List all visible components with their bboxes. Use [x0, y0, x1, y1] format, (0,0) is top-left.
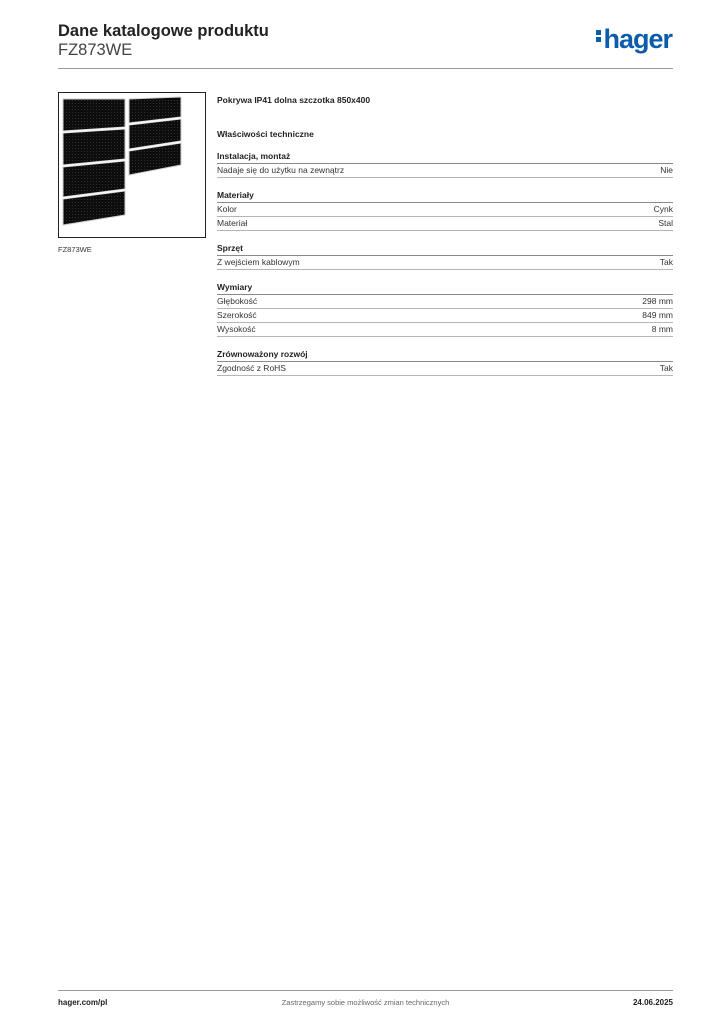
spec-group-installation	[217, 151, 673, 178]
spec-label: Kolor	[217, 204, 237, 214]
spec-group-title: Materiały	[217, 190, 673, 203]
spec-value: 849 mm	[642, 310, 673, 320]
spec-value: 8 mm	[651, 324, 673, 334]
spec-label: Zgodność z RoHS	[217, 363, 286, 373]
spec-row	[217, 203, 673, 217]
spec-label: Wysokość	[217, 324, 256, 334]
spec-label: Z wejściem kablowym	[217, 257, 300, 267]
spec-value: Cynk	[653, 204, 673, 214]
spec-label: Głębokość	[217, 296, 258, 306]
spec-value: 298 mm	[642, 296, 673, 306]
spec-row	[217, 217, 673, 231]
spec-row	[217, 323, 673, 337]
spec-group-hardware	[217, 243, 673, 270]
product-code: FZ873WE	[58, 41, 133, 59]
footer-divider	[58, 990, 673, 991]
spec-value: Tak	[659, 257, 673, 267]
spec-value: Stal	[658, 218, 673, 228]
footer-disclaimer: Zastrzegamy sobie możliwość zmian technicznych	[281, 998, 450, 1007]
spec-label: Szerokość	[217, 310, 257, 320]
spec-group-sustainability	[217, 349, 673, 376]
document-header	[58, 22, 269, 60]
spec-value: Nie	[660, 165, 673, 175]
product-image	[58, 92, 206, 238]
logo-text: hager	[603, 24, 672, 54]
product-name: Pokrywa IP41 dolna szczotka 850x400	[217, 95, 371, 105]
logo-dots-icon	[596, 28, 601, 44]
page-title: Dane katalogowe produktu	[58, 22, 269, 40]
spec-row	[217, 295, 673, 309]
spec-group-title: Sprzęt	[217, 243, 673, 256]
spec-row	[217, 362, 673, 376]
image-caption: FZ873WE	[58, 245, 92, 254]
spec-row	[217, 309, 673, 323]
page-footer	[58, 998, 673, 1012]
section-heading: Właściwości techniczne	[217, 129, 314, 139]
brush-cover-panels-illustration	[59, 93, 205, 237]
spec-group-title: Instalacja, montaż	[217, 151, 673, 164]
spec-row	[217, 164, 673, 178]
spec-row	[217, 256, 673, 270]
hager-logo	[596, 24, 672, 54]
spec-group-title: Zrównoważony rozwój	[217, 349, 673, 362]
spec-group-title: Wymiary	[217, 282, 673, 295]
spec-group-dimensions	[217, 282, 673, 337]
header-divider	[58, 68, 673, 69]
spec-group-materials	[217, 190, 673, 231]
footer-website-link[interactable]: hager.com/pl	[58, 998, 108, 1007]
spec-value: Tak	[659, 363, 673, 373]
specification-table	[217, 95, 673, 376]
spec-label: Materiał	[217, 218, 248, 228]
spec-label: Nadaje się do użytku na zewnątrz	[217, 165, 345, 175]
footer-date: 24.06.2025	[632, 998, 673, 1007]
